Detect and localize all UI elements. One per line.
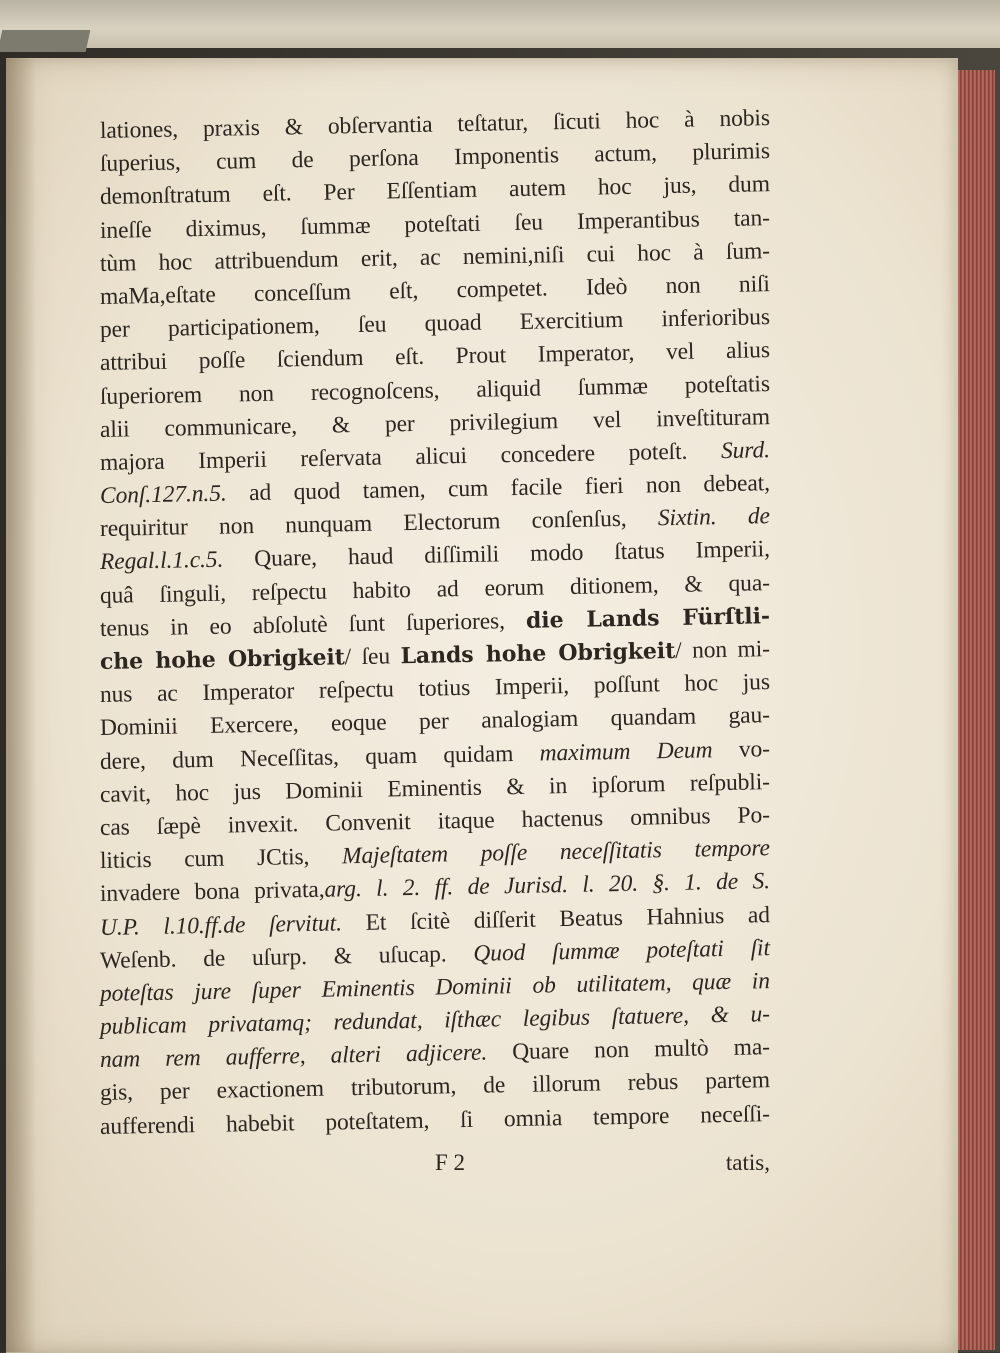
roman-text: nus ac Imperator reſpectu totius Imperii, poſſunt hoc jus xyxy=(99,669,771,709)
gutter-shadow xyxy=(6,58,36,1352)
italic-text: U.P. l.10.ff.de ſervitut. xyxy=(99,909,343,941)
italic-text: publicam privatamq; redundat, iſthæc legibus ſtatuere, & u- xyxy=(99,1001,771,1041)
blackletter-text: Lands hohe Obrigkeit xyxy=(400,637,676,670)
italic-text: nam rem aufferre, alteri adjicere. xyxy=(99,1039,488,1074)
roman-text: / non mi- xyxy=(674,636,771,664)
italic-text: Majeſtatem poſſe neceſſitatis tempore xyxy=(341,835,771,870)
italic-text: Sixtin. de xyxy=(657,503,771,532)
blackletter-text: che hohe Obrigkeit xyxy=(99,644,345,675)
blackletter-text: die Lands Fürſtli- xyxy=(525,602,771,634)
roman-text: attribui poſſe ſciendum eſt. Prout Imperator, vel alius xyxy=(99,337,771,377)
roman-text: demonſtratum eſt. Per Eſſentiam autem hoc jus, dum xyxy=(99,171,771,211)
roman-text: Weſenb. de uſurp. & uſucap. xyxy=(99,940,474,974)
roman-text: per participationem, ſeu quoad Exercitium inferioribus xyxy=(99,304,771,344)
italic-text: arg. l. 2. ff. de Jurisd. l. 20. §. 1. de S. xyxy=(324,868,771,903)
roman-text: cavit, hoc jus Dominii Eminentis & in ipſorum reſpubli- xyxy=(99,768,771,808)
italic-text: Conſ.127.n.5. xyxy=(99,480,227,510)
roman-text: ſuperius, cum de perſona Imponentis actum, plurimis xyxy=(99,138,771,178)
roman-text: gis, per exactionem tributorum, de illorum rebus partem xyxy=(99,1067,771,1107)
roman-text: requiritur non nunquam Electorum conſenſus, xyxy=(99,505,659,543)
roman-text: lationes, praxis & obſervantia teſtatur, ſicuti hoc à nobis xyxy=(99,105,771,144)
roman-text: dere, dum Neceſſitas, quam quidam xyxy=(99,740,540,775)
roman-text: ſuperiorem non recognoſcens, aliquid ſummæ poteſtatis xyxy=(99,370,771,410)
signature-mark: F 2 xyxy=(435,1150,466,1175)
roman-text: tùm hoc attribuendum erit, ac nemini,niſi cui hoc à ſum- xyxy=(99,237,771,277)
italic-text: poteſtas jure ſuper Eminentis Dominii ob utilitatem, quæ in xyxy=(99,968,771,1007)
roman-text: liticis cum JCtis, xyxy=(99,843,343,875)
roman-text: invadere bona privata, xyxy=(99,877,325,908)
roman-text: majora Imperii reſervata alicui concedere poteſt. xyxy=(99,437,722,476)
italic-text: maximum Deum xyxy=(539,736,713,767)
roman-text: vo- xyxy=(712,735,771,763)
roman-text: Quare non multò ma- xyxy=(486,1034,771,1066)
italic-text: Quod ſummæ poteſtati ſit xyxy=(473,934,771,967)
roman-text: maMa,eſtate conceſſum eſt, competet. Ideò non niſi xyxy=(99,271,771,310)
roman-text: alii communicare, & per privilegium vel inveſtituram xyxy=(99,403,771,443)
roman-text: ad quod tamen, cum facile fieri non debeat, xyxy=(226,470,771,507)
body-text xyxy=(99,105,771,1144)
page-footer xyxy=(100,1150,770,1184)
top-page-strip xyxy=(0,0,1000,48)
roman-text: aufferendi habebit poteſtatem, ſi omnia tempore neceſſi- xyxy=(99,1100,771,1140)
italic-text: Regal.l.1.c.5. xyxy=(99,547,224,576)
roman-text: cas ſæpè invexit. Convenit itaque hactenus omnibus Po- xyxy=(99,802,771,841)
italic-text: Surd. xyxy=(720,437,771,464)
roman-text: ineſſe diximus, ſummæ poteſtati ſeu Imperantibus tan- xyxy=(99,204,771,244)
roman-text: tenus in eo abſolutè ſunt ſuperiores, xyxy=(99,607,527,642)
catchword: tatis, xyxy=(725,1150,770,1175)
roman-text: / ſeu xyxy=(344,643,401,671)
roman-text: Dominii Exercere, eoque per analogiam quandam gau- xyxy=(99,702,771,742)
roman-text: Quare, haud diſſimili modo ſtatus Imperii, xyxy=(222,536,771,574)
roman-text: Et ſcitè diſſerit Beatus Hahnius ad xyxy=(341,901,771,936)
binding-tab xyxy=(0,30,90,52)
roman-text: quâ ſinguli, reſpectu habito ad eorum ditionem, & qua- xyxy=(99,569,771,609)
